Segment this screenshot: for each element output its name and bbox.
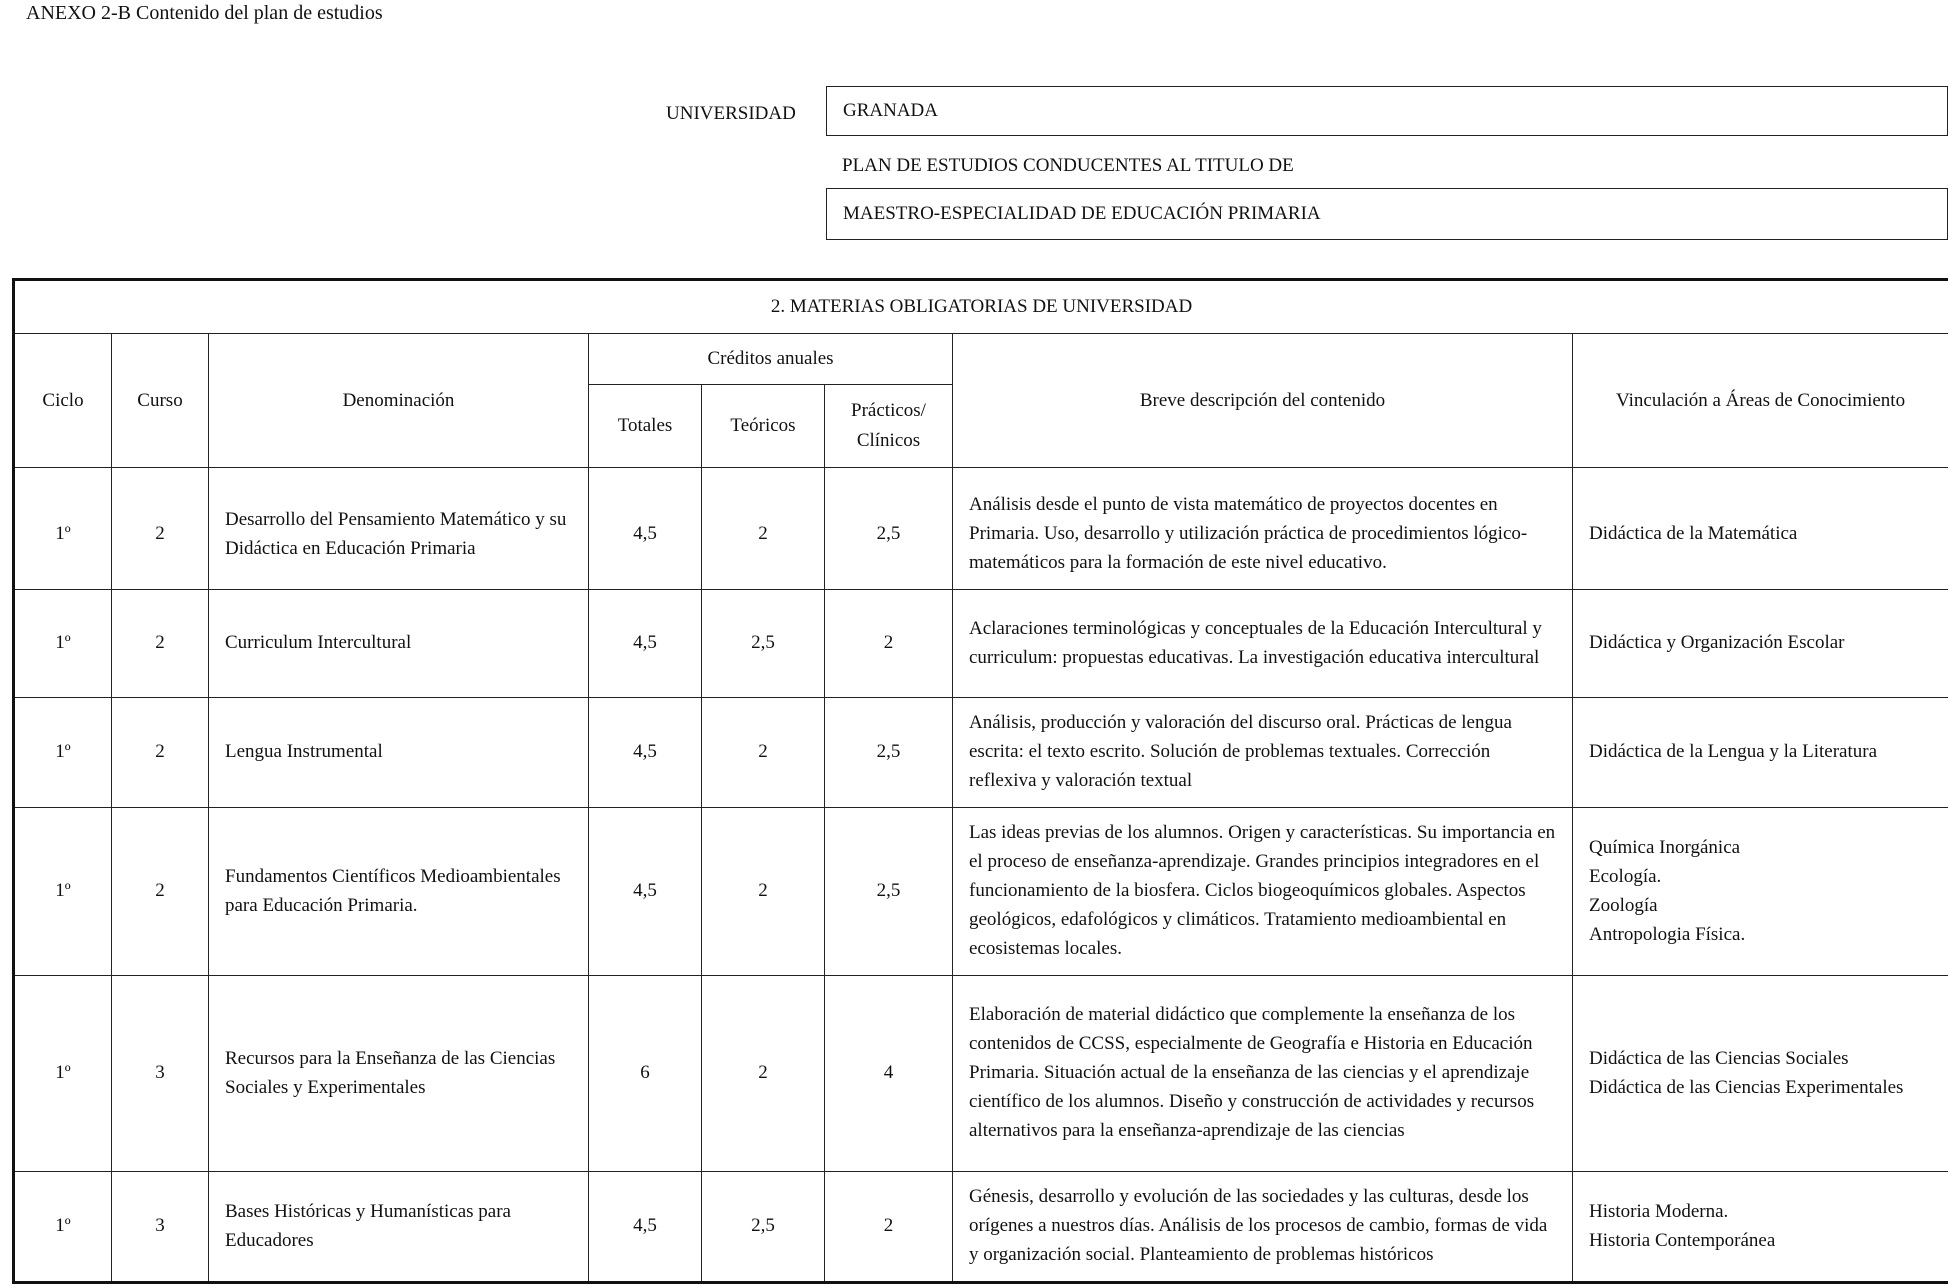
- cell-ciclo: 1º: [14, 468, 112, 590]
- cell-ciclo: 1º: [14, 590, 112, 698]
- cell-practicos: 2,5: [825, 468, 953, 590]
- cell-vinculacion: Didáctica de la Lengua y la Literatura: [1573, 698, 1948, 808]
- header-practicos: Prácticos/ Clínicos: [825, 385, 953, 468]
- cell-ciclo: 1º: [14, 976, 112, 1172]
- cell-vinculacion: Didáctica y Organización Escolar: [1573, 590, 1948, 698]
- cell-descripcion: Aclaraciones terminológicas y conceptuales de la Educación Intercultural y curriculum: propuestas educativas. La investigación educativa intercultural: [953, 590, 1573, 698]
- university-value: GRANADA: [843, 100, 938, 122]
- table-row: [14, 698, 1948, 808]
- cell-practicos: 2: [825, 590, 953, 698]
- cell-practicos: 2: [825, 1172, 953, 1283]
- annex-title: ANEXO 2-B Contenido del plan de estudios: [26, 2, 383, 25]
- header-descripcion: Breve descripción del contenido: [953, 334, 1573, 468]
- cell-totales: 4,5: [589, 698, 702, 808]
- cell-totales: 4,5: [589, 468, 702, 590]
- header-teoricos: Teóricos: [702, 385, 825, 468]
- degree-title-value: MAESTRO-ESPECIALIDAD DE EDUCACIÓN PRIMARIA: [843, 203, 1321, 225]
- degree-title-box: [826, 188, 1948, 240]
- cell-descripcion: Análisis desde el punto de vista matemático de proyectos docentes en Primaria. Uso, desarrollo y utilización práctica de procedimientos lógico-matemáticos para la formación de este nivel educativo.: [953, 468, 1573, 590]
- cell-vinculacion: Didáctica de la Matemática: [1573, 468, 1948, 590]
- cell-denominacion: Bases Históricas y Humanísticas para Educadores: [209, 1172, 589, 1283]
- table-row: [14, 468, 1948, 590]
- cell-curso: 2: [112, 590, 209, 698]
- cell-ciclo: 1º: [14, 808, 112, 976]
- cell-denominacion: Curriculum Intercultural: [209, 590, 589, 698]
- cell-denominacion: Fundamentos Científicos Medioambientales para Educación Primaria.: [209, 808, 589, 976]
- cell-totales: 6: [589, 976, 702, 1172]
- cell-practicos: 4: [825, 976, 953, 1172]
- cell-descripcion: Génesis, desarrollo y evolución de las sociedades y las culturas, desde los orígenes a nuestros días. Análisis de los procesos de cambio, formas de vida y organización social. Planteamiento de problemas históricos: [953, 1172, 1573, 1283]
- header-ciclo: Ciclo: [14, 334, 112, 468]
- university-label: UNIVERSIDAD: [666, 103, 796, 125]
- cell-denominacion: Lengua Instrumental: [209, 698, 589, 808]
- cell-descripcion: Elaboración de material didáctico que complemente la enseñanza de los contenidos de CCSS, especialmente de Geografía e Historia en Educación Primaria. Situación actual de la enseñanza de las ciencias y el aprendizaje científico de los alumnos. Diseño y construcción de actividades y recursos alternativos para la enseñanza-aprendizaje de las ciencias: [953, 976, 1573, 1172]
- university-box: [826, 86, 1948, 136]
- cell-totales: 4,5: [589, 808, 702, 976]
- cell-totales: 4,5: [589, 590, 702, 698]
- cell-curso: 3: [112, 976, 209, 1172]
- cell-practicos: 2,5: [825, 698, 953, 808]
- cell-descripcion: Análisis, producción y valoración del discurso oral. Prácticas de lengua escrita: el texto escrito. Solución de problemas textuales. Corrección reflexiva y valoración textual: [953, 698, 1573, 808]
- table-row: [14, 976, 1948, 1172]
- cell-ciclo: 1º: [14, 1172, 112, 1283]
- header-totales: Totales: [589, 385, 702, 468]
- cell-teoricos: 2,5: [702, 1172, 825, 1283]
- cell-teoricos: 2: [702, 468, 825, 590]
- table-row: [14, 590, 1948, 698]
- header-denominacion: Denominación: [209, 334, 589, 468]
- cell-ciclo: 1º: [14, 698, 112, 808]
- table-body: [14, 468, 1948, 1283]
- cell-teoricos: 2,5: [702, 590, 825, 698]
- cell-teoricos: 2: [702, 976, 825, 1172]
- header-vinculacion: Vinculación a Áreas de Conocimiento: [1573, 334, 1948, 468]
- cell-totales: 4,5: [589, 1172, 702, 1283]
- cell-teoricos: 2: [702, 808, 825, 976]
- cell-teoricos: 2: [702, 698, 825, 808]
- cell-vinculacion: Historia Moderna. Historia Contemporánea: [1573, 1172, 1948, 1283]
- cell-curso: 3: [112, 1172, 209, 1283]
- cell-vinculacion: Didáctica de las Ciencias Sociales Didáctica de las Ciencias Experimentales: [1573, 976, 1948, 1172]
- table-row: [14, 1172, 1948, 1283]
- cell-practicos: 2,5: [825, 808, 953, 976]
- cell-descripcion: Las ideas previas de los alumnos. Origen y características. Su importancia en el proceso de enseñanza-aprendizaje. Grandes principios integradores en el funcionamiento de la biosfera. Ciclos biogeoquímicos globales. Aspectos geológicos, edafológicos y climáticos. Tratamiento medioambiental en ecosistemas locales.: [953, 808, 1573, 976]
- cell-vinculacion: Química Inorgánica Ecología. Zoología Antropologia Física.: [1573, 808, 1948, 976]
- cell-curso: 2: [112, 808, 209, 976]
- cell-curso: 2: [112, 698, 209, 808]
- cell-denominacion: Recursos para la Enseñanza de las Ciencias Sociales y Experimentales: [209, 976, 589, 1172]
- plan-label: PLAN DE ESTUDIOS CONDUCENTES AL TITULO DE: [842, 155, 1294, 177]
- header-curso: Curso: [112, 334, 209, 468]
- table-caption: 2. MATERIAS OBLIGATORIAS DE UNIVERSIDAD: [14, 280, 1948, 334]
- subjects-table: [12, 278, 1948, 1284]
- cell-denominacion: Desarrollo del Pensamiento Matemático y su Didáctica en Educación Primaria: [209, 468, 589, 590]
- cell-curso: 2: [112, 468, 209, 590]
- table-row: [14, 808, 1948, 976]
- header-creditos: Créditos anuales: [589, 334, 953, 385]
